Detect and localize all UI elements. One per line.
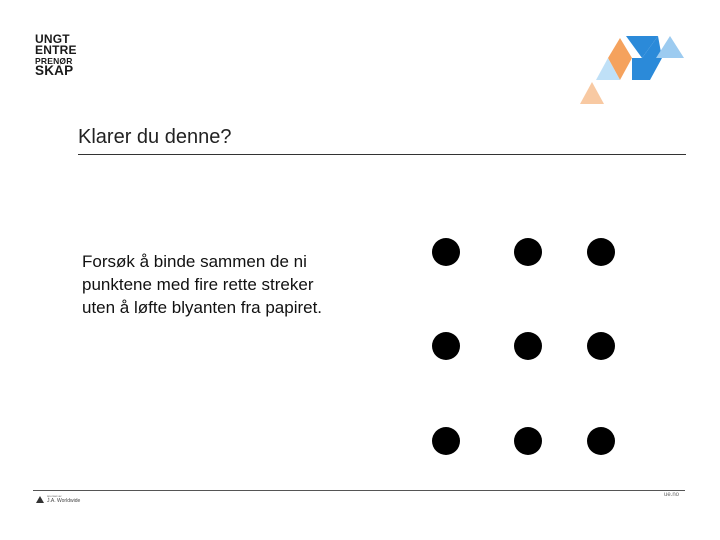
sponsor-name: J.A. Worldwide: [47, 498, 81, 504]
page-title: Klarer du denne?: [78, 126, 232, 148]
dot-2-1: [432, 332, 460, 360]
logo-line-4: SKAP: [35, 62, 74, 78]
ja-triangle-icon: [36, 496, 44, 503]
dot-3-3: [587, 427, 615, 455]
footer-divider: [33, 490, 685, 491]
dot-3-2: [514, 427, 542, 455]
dot-3-1: [432, 427, 460, 455]
site-url: ue.no: [664, 492, 680, 498]
dot-1-1: [432, 238, 460, 266]
dot-2-3: [587, 332, 615, 360]
dot-1-2: [514, 238, 542, 266]
logo-line-2: ENTRE: [35, 43, 77, 58]
logo-line-1: UNGT: [35, 32, 70, 46]
dot-1-3: [587, 238, 615, 266]
puzzle-instructions: Forsøk å binde sammen de ni punktene med fire rette streker uten å løfte blyanten fra papiret.: [82, 252, 323, 317]
sponsor-caption: sponset av: [47, 494, 62, 498]
dot-2-2: [514, 332, 542, 360]
sponsor-logo: [36, 494, 80, 504]
logo-line-3: PRENØR: [35, 55, 73, 66]
